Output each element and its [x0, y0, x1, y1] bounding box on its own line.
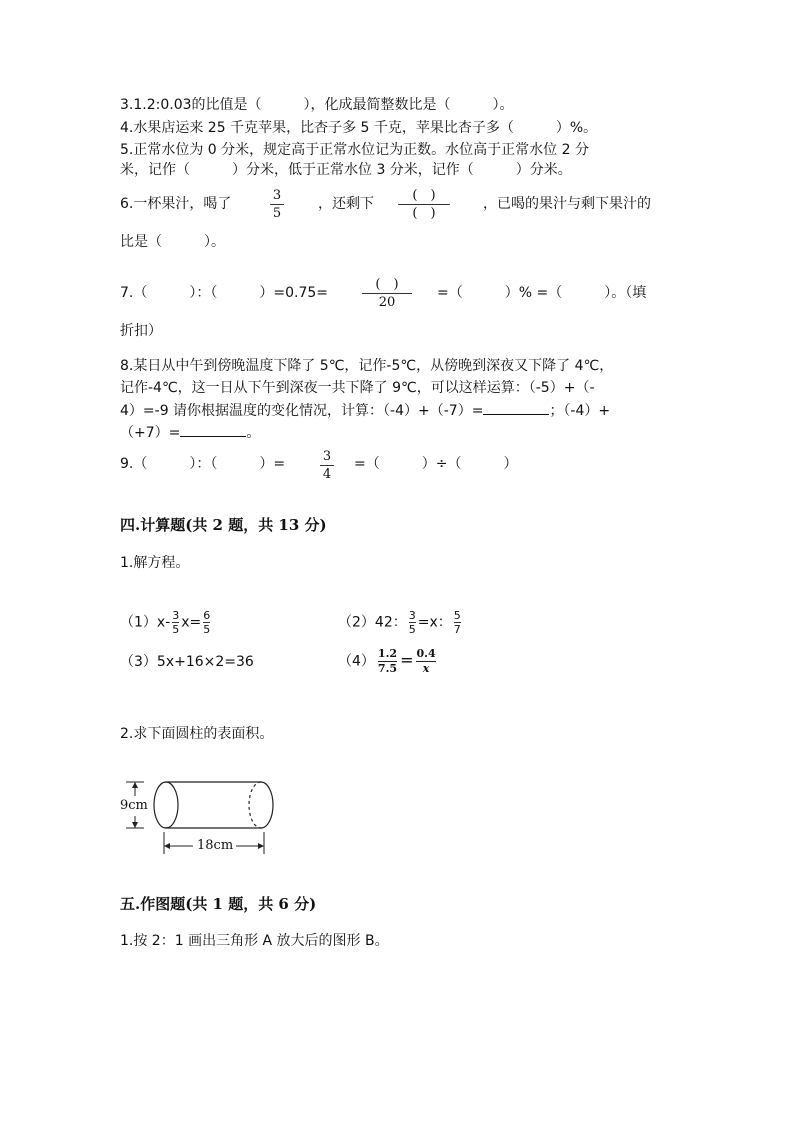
fraction [378, 648, 397, 675]
equation-4-mid: = [400, 650, 414, 670]
equation-2-mid: =x： [417, 614, 452, 631]
cylinder-height-label: 9cm [120, 796, 148, 816]
question-6-part-a: 6.一杯果汁，喝了 [120, 196, 232, 212]
answer-blank[interactable] [180, 422, 246, 437]
fraction [416, 648, 435, 675]
question-8-line-4-text: （+7）= [120, 425, 181, 441]
question-5-line-2: 米，记作（ ）分米，低于正常水位 3 分米，记作（ ）分米。 [120, 162, 572, 178]
question-3: 3.1.2:0.03的比值是（ ），化成最简整数比是（ ）。 [120, 97, 514, 113]
question-7-line-2: 折扣） [120, 323, 162, 339]
question-8-line-4-tail: 。 [246, 425, 261, 441]
fraction-three-quarters [320, 449, 334, 482]
fraction-over-20 [362, 277, 412, 310]
question-6-line-2: 比是（ ）。 [120, 234, 225, 250]
question-9-part-a: 9.（ ）：（ ）= [120, 456, 286, 472]
fraction-denominator: 5 [203, 623, 211, 636]
fraction-numerator: 1.2 [377, 647, 398, 660]
fraction-numerator: 3 [322, 449, 332, 464]
question-9-part-b: =（ ）÷（ ） [354, 456, 518, 472]
fraction-numerator: 0.4 [416, 647, 436, 660]
question-8-line-4 [120, 422, 260, 443]
fraction-numerator: ( ) [412, 188, 436, 203]
fraction-denominator: ( ) [412, 206, 436, 221]
fraction [203, 610, 210, 635]
fraction-numerator: 3 [172, 609, 180, 622]
cylinder-length-label: 18cm [195, 836, 235, 856]
equation-1-prefix: （1）x- [120, 614, 171, 631]
fraction-denominator: 7 [453, 623, 461, 636]
fraction-denominator: 5 [408, 623, 416, 636]
fraction-numerator: ( ) [375, 277, 399, 292]
fraction-denominator: 20 [378, 295, 396, 310]
fraction-denominator: 5 [172, 623, 180, 636]
equation-2-prefix: （2）42： [338, 614, 407, 631]
fraction [454, 610, 461, 635]
fraction-numerator: 5 [453, 609, 461, 622]
question-4: 4.水果店运来 25 千克苹果，比杏子多 5 千克，苹果比杏子多（ ）%。 [120, 120, 598, 136]
fraction-denominator: 5 [272, 206, 282, 221]
equation-3: （3）5x+16×2=36 [120, 654, 254, 670]
fraction-numerator: 6 [203, 609, 211, 622]
question-7-part-b: =（ ）% =（ ）。（填 [437, 285, 647, 301]
fraction-drunk [270, 188, 284, 221]
answer-blank[interactable] [483, 400, 549, 415]
section-5-heading: 五.作图题(共 1 题，共 6 分) [120, 895, 317, 913]
question-8-line-2: 记作-4℃，这一日从下午到深夜一共下降了 9℃，可以这样运算：（-5）+（- [120, 380, 595, 396]
fraction-denominator: x [422, 662, 430, 675]
section-4-heading: 四.计算题(共 2 题，共 13 分) [120, 516, 327, 534]
fraction-numerator: 3 [272, 188, 282, 203]
fraction-numerator: 3 [408, 609, 416, 622]
question-7-part-a: 7.（ ）：（ ）=0.75= [120, 285, 328, 301]
equation-1 [120, 610, 212, 635]
question-8-line-3 [120, 400, 610, 421]
question-8-line-3-tail: ；（-4）+ [549, 403, 611, 419]
fraction-remaining [398, 188, 450, 221]
equation-1-mid: x= [181, 614, 202, 631]
question-6-part-b: ，还剩下 [318, 196, 374, 212]
fraction [172, 610, 179, 635]
section-4-problem-1-title: 1.解方程。 [120, 555, 190, 571]
equation-4-prefix: （4） [338, 653, 375, 670]
equation-4 [338, 648, 439, 675]
question-6-part-c: ，已喝的果汁与剩下果汁的 [483, 196, 651, 212]
question-8-line-3-text: 4）=-9 请你根据温度的变化情况，计算：（-4）+（-7）= [120, 403, 484, 419]
fraction-denominator: 4 [322, 467, 332, 482]
question-8-line-1: 8.某日从中午到傍晚温度下降了 5℃，记作-5℃，从傍晚到深夜又下降了 4℃， [120, 358, 614, 374]
equation-2 [338, 610, 463, 635]
fraction [409, 610, 416, 635]
fraction-denominator: 7.5 [377, 662, 398, 675]
question-5-line-1: 5.正常水位为 0 分米，规定高于正常水位记为正数。水位高于正常水位 2 分 [120, 142, 589, 158]
section-5-problem-1-title: 1.按 2：1 画出三角形 A 放大后的图形 B。 [120, 933, 389, 949]
section-4-problem-2-title: 2.求下面圆柱的表面积。 [120, 726, 274, 742]
